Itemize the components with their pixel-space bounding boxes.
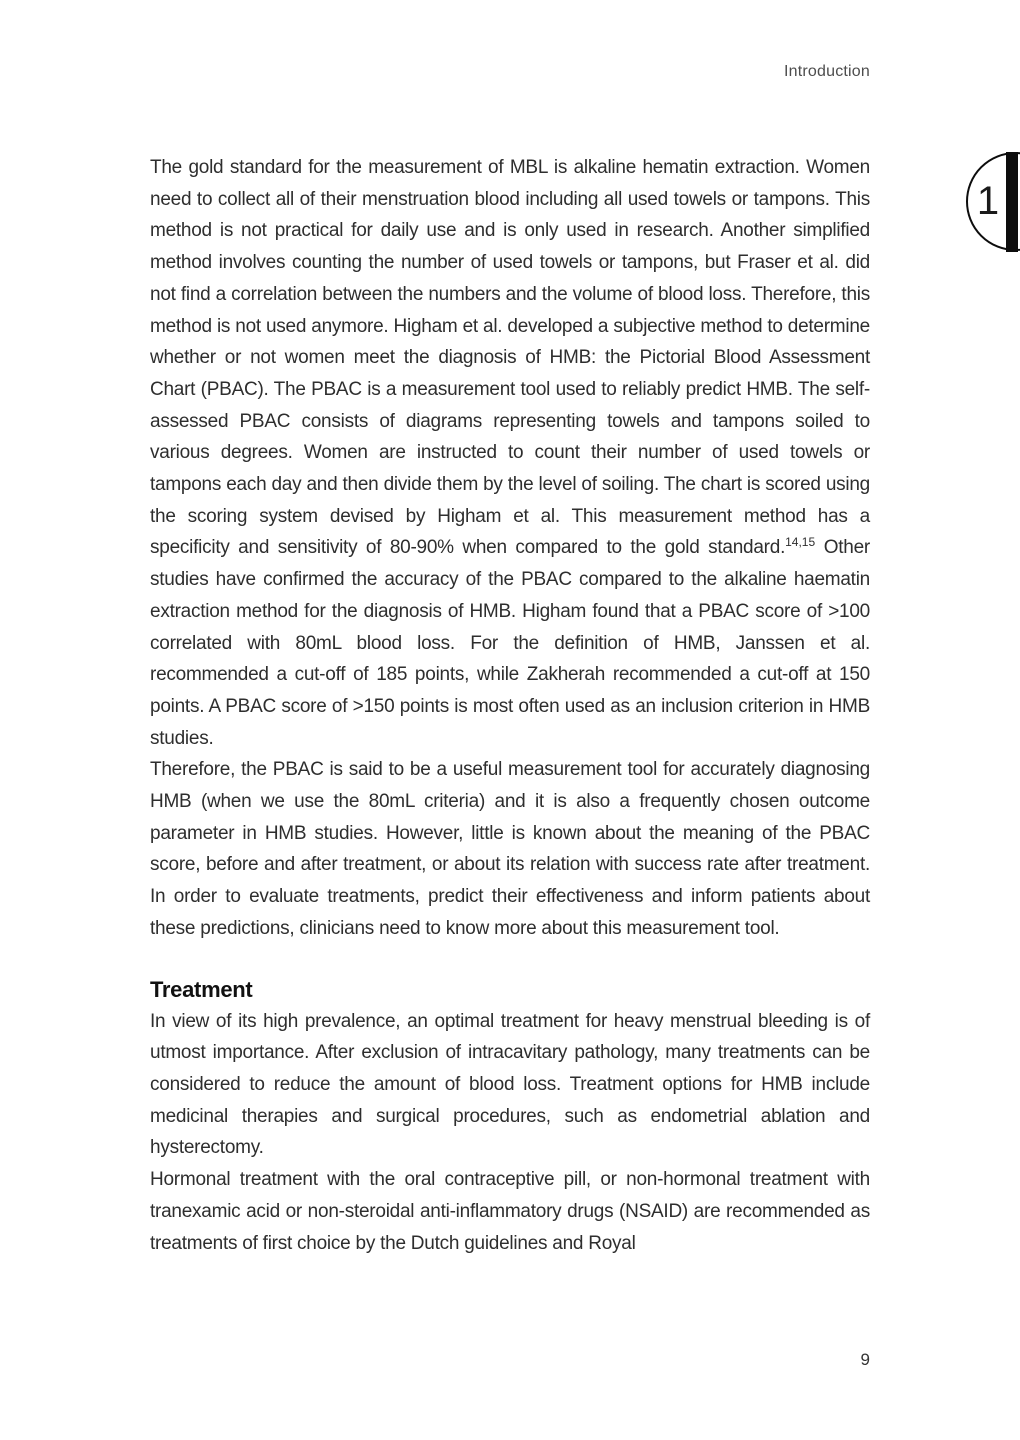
body-paragraph: Therefore, the PBAC is said to be a useful measurement tool for accurately diagnosing HMB (when we use the 80mL criteria) and it is also a frequently chosen outcome parameter in HMB studies. However, little is known about the meaning of the PBAC score, before and after treatment, or about its relation with success rate after treatment. In order to evaluate treatments, predict their effectiveness and inform patients about these predictions, clinicians need to know more about this measurement tool.: [150, 759, 870, 939]
chapter-number: 1: [976, 179, 1000, 223]
section-heading: Treatment: [150, 976, 253, 1002]
body-paragraph: In view of its high prevalence, an optimal treatment for heavy menstrual bleeding is of utmost importance. After exclusion of intracavitary pathology, many treatments can be considered to reduce the amount of blood loss. Treatment options for HMB include medicinal therapies and surgical procedures, such as endometrial ablation and hysterectomy.: [150, 1010, 870, 1159]
body-paragraph: The gold standard for the measurement of MBL is alkaline hematin extraction. Women need to collect all of their menstruation blood including all used towels or tampons. This method is not practical for daily use and is only used in research. Another simplified method involves counting the number of used towels or tampons, but Fraser et al. did not find a correlation between the numbers and the volume of blood loss. Therefore, this method is not used anymore. Higham et al. developed a subjective method to determine whether or not women meet the diagnosis of HMB: the Pictorial Blood Assessment Chart (PBAC). The PBAC is a measurement tool used to reliably predict HMB. The self-assessed PBAC consists of diagrams representing towels and tampons soiled to various degrees. Women are instructed to count their number of used towels or tampons each day and then divide them by the level of soiling. The chart is scored using the scoring system devised by Higham et al. This measurement method has a specificity and sensitivity of 80-90% when compared to the gold standard.$^{14,15}$ Other studies have confirmed the accuracy of the PBAC compared to the alkaline haematin extraction method for the diagnosis of HMB. Higham found that a PBAC score of >100 correlated with 80mL blood loss. For the definition of HMB, Janssen et al. recommended a cut-off of 185 points, while Zakherah recommended a cut-off at 150 points. A PBAC score of >150 points is most often used as an inclusion criterion in HMB studies.: [150, 157, 870, 749]
page-number: 9: [860, 1350, 870, 1369]
content-column: [150, 152, 870, 1259]
body-paragraph: Hormonal treatment with the oral contraceptive pill, or non-hormonal treatment with tranexamic acid or non-steroidal anti-inflammatory drugs (NSAID) are recommended as treatments of first choice by the Dutch guidelines and Royal: [150, 1169, 870, 1254]
chapter-tab: [966, 152, 1020, 252]
footnote-reference: 14,15: [785, 535, 816, 550]
running-header: Introduction: [783, 63, 870, 80]
